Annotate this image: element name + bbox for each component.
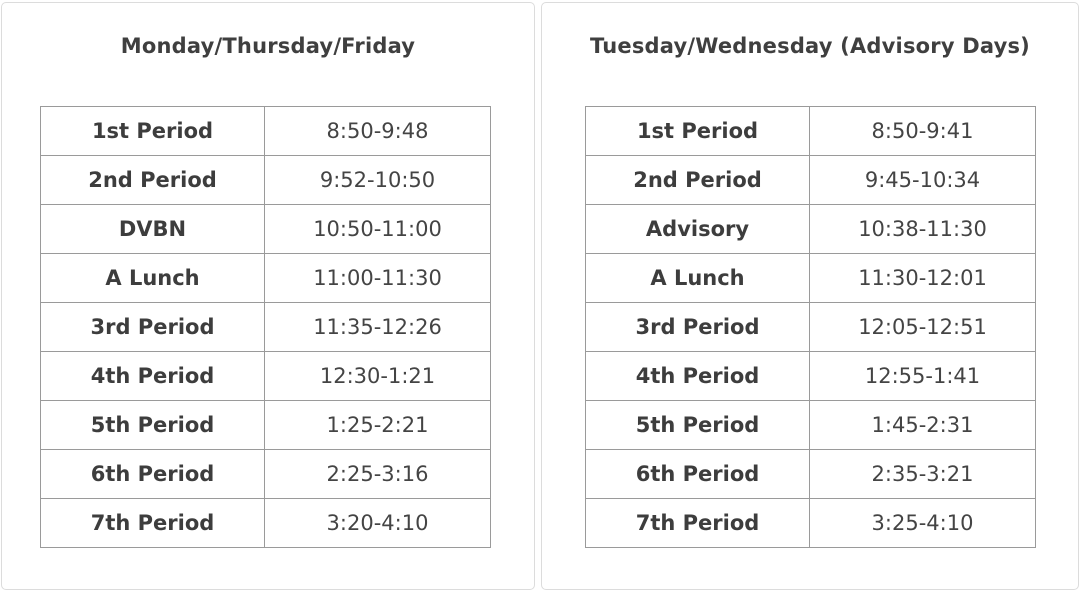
period-name: 4th Period (41, 352, 265, 401)
table-row (586, 401, 1036, 450)
table-row (586, 352, 1036, 401)
schedule-table (585, 106, 1036, 548)
period-time: 11:00-11:30 (265, 254, 491, 303)
period-time: 10:38-11:30 (810, 205, 1036, 254)
period-name: 1st Period (41, 107, 265, 156)
table-row (586, 499, 1036, 548)
table-row (586, 156, 1036, 205)
period-name: 1st Period (586, 107, 810, 156)
period-time: 2:25-3:16 (265, 450, 491, 499)
period-time: 8:50-9:48 (265, 107, 491, 156)
period-time: 3:25-4:10 (810, 499, 1036, 548)
table-row (586, 303, 1036, 352)
period-time: 10:50-11:00 (265, 205, 491, 254)
table-row (41, 254, 491, 303)
table-row (41, 401, 491, 450)
period-name: 2nd Period (586, 156, 810, 205)
table-row (41, 205, 491, 254)
period-time: 9:45-10:34 (810, 156, 1036, 205)
table-row (41, 450, 491, 499)
table-row (41, 303, 491, 352)
period-name: A Lunch (586, 254, 810, 303)
table-row (41, 107, 491, 156)
schedule-table (40, 106, 491, 548)
period-time: 12:05-12:51 (810, 303, 1036, 352)
period-name: 3rd Period (41, 303, 265, 352)
table-row (586, 107, 1036, 156)
period-time: 11:35-12:26 (265, 303, 491, 352)
period-name: 4th Period (586, 352, 810, 401)
table-row (41, 352, 491, 401)
table-row (586, 205, 1036, 254)
period-name: 7th Period (41, 499, 265, 548)
period-time: 1:25-2:21 (265, 401, 491, 450)
table-row (586, 450, 1036, 499)
period-name: 6th Period (41, 450, 265, 499)
period-name: 5th Period (586, 401, 810, 450)
schedule-title: Tuesday/Wednesday (Advisory Days) (590, 34, 1030, 58)
period-time: 12:55-1:41 (810, 352, 1036, 401)
period-name: 2nd Period (41, 156, 265, 205)
period-name: 7th Period (586, 499, 810, 548)
period-name: DVBN (41, 205, 265, 254)
period-time: 8:50-9:41 (810, 107, 1036, 156)
table-row (41, 499, 491, 548)
period-time: 1:45-2:31 (810, 401, 1036, 450)
period-name: 3rd Period (586, 303, 810, 352)
period-name: Advisory (586, 205, 810, 254)
schedule-panel-mon-thu-fri (1, 2, 535, 590)
period-time: 3:20-4:10 (265, 499, 491, 548)
period-name: 6th Period (586, 450, 810, 499)
period-time: 12:30-1:21 (265, 352, 491, 401)
schedule-title: Monday/Thursday/Friday (120, 34, 416, 58)
table-row (41, 156, 491, 205)
table-row (586, 254, 1036, 303)
period-time: 9:52-10:50 (265, 156, 491, 205)
period-time: 2:35-3:21 (810, 450, 1036, 499)
period-time: 11:30-12:01 (810, 254, 1036, 303)
period-name: 5th Period (41, 401, 265, 450)
schedule-panel-tue-wed (541, 2, 1079, 590)
period-name: A Lunch (41, 254, 265, 303)
